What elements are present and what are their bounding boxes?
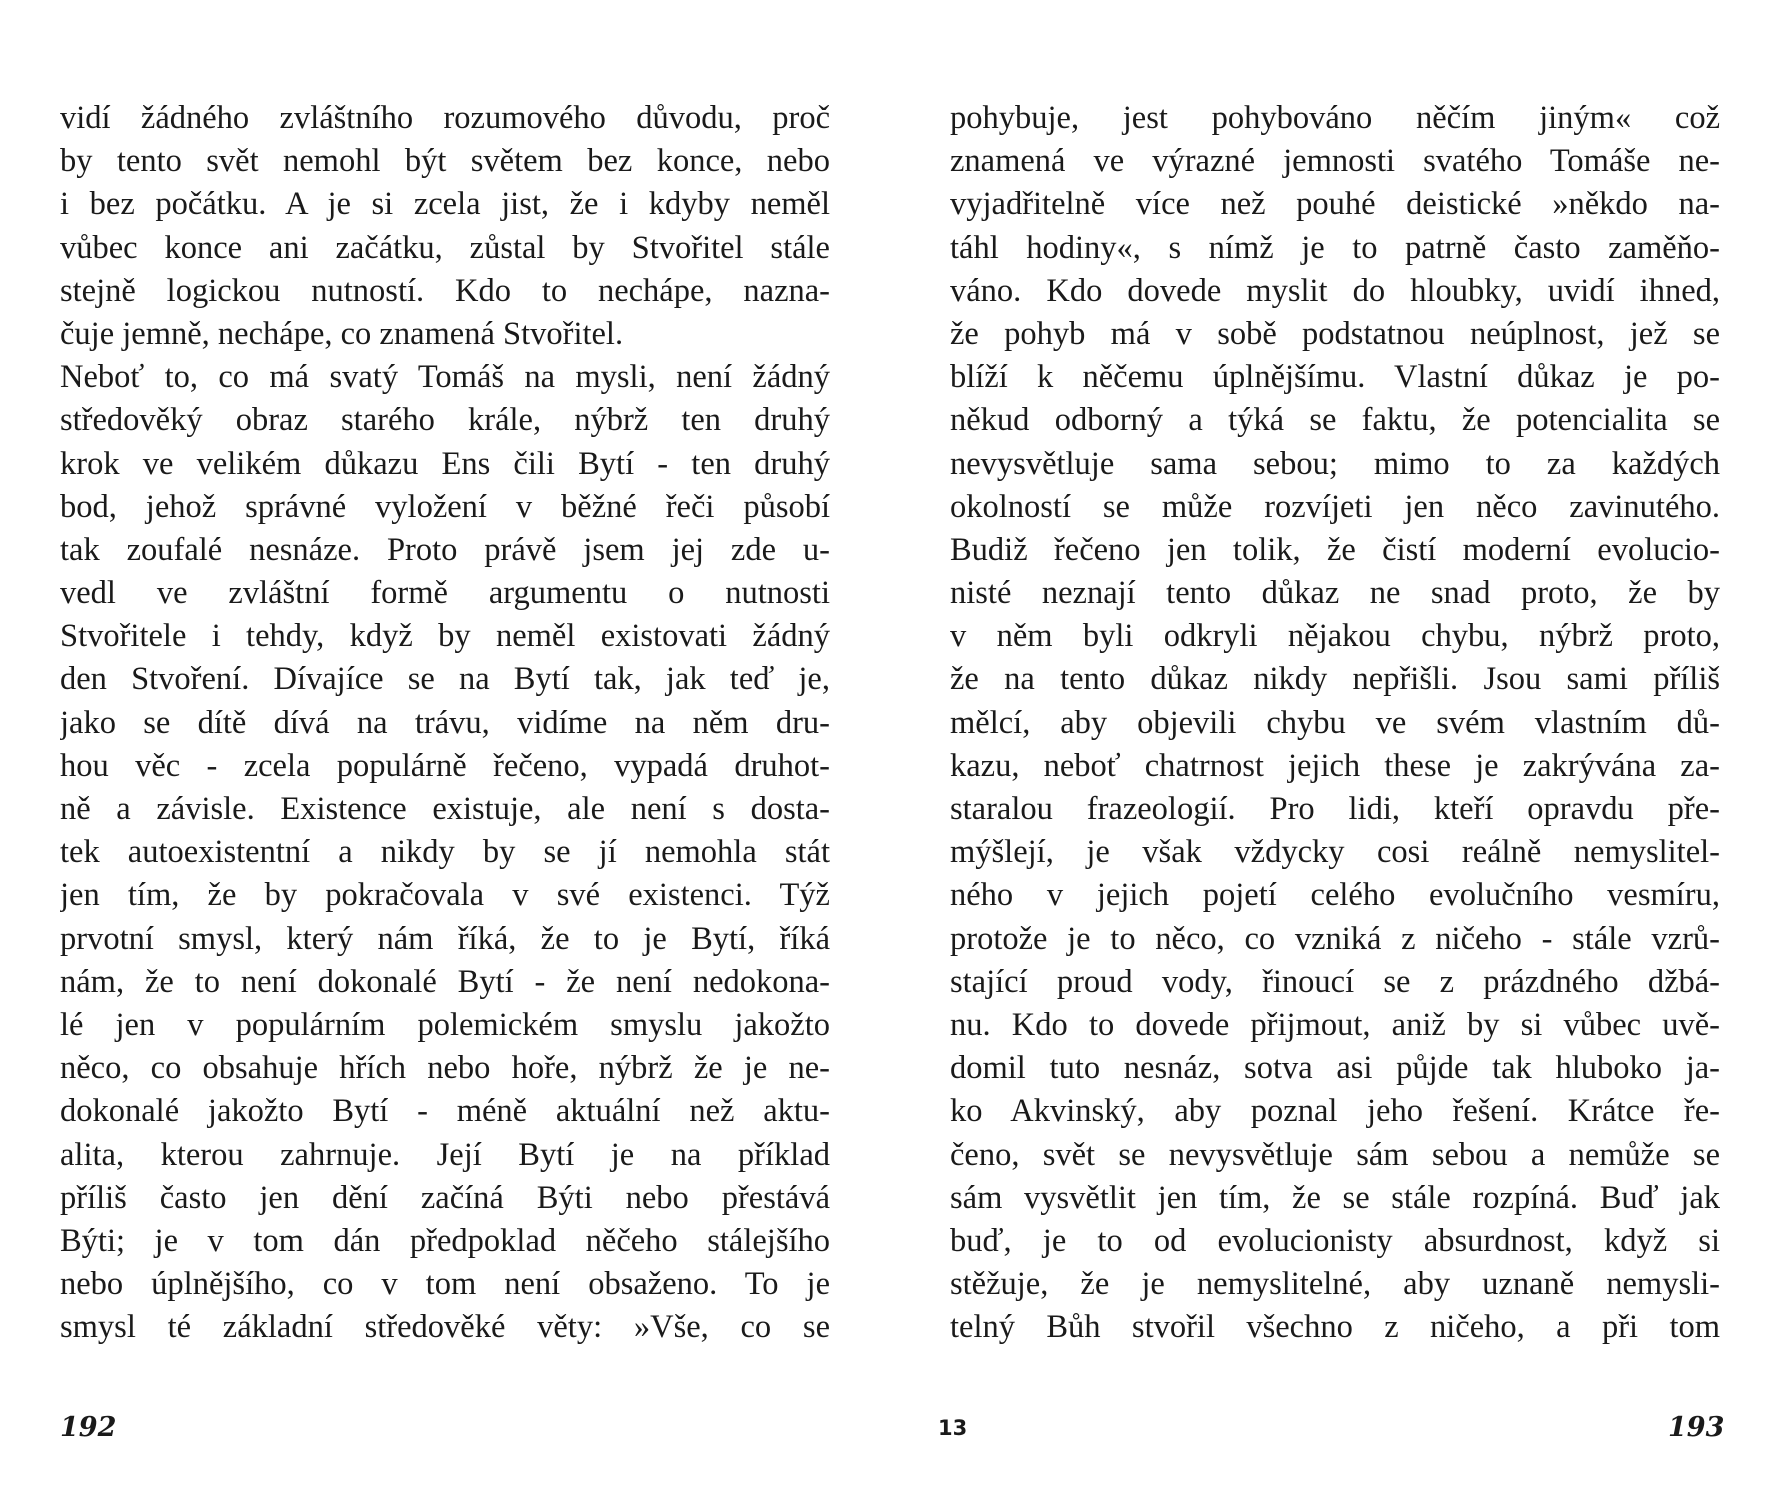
text-line: dokonalé jakožto Bytí - méně aktuální než aktu- (60, 1093, 830, 1130)
text-line: v něm byli odkryli nějakou chybu, nýbrž proto, (950, 618, 1720, 655)
text-line: Budiž řečeno jen tolik, že čistí moderní evolucio- (950, 531, 1720, 568)
page-number-left: 192 (60, 1412, 117, 1443)
text-line: lé jen v populárním polemickém smyslu jakožto (60, 1006, 830, 1043)
text-line: prvotní smysl, který nám říká, že to je Bytí, říká (60, 920, 830, 957)
text-line: nevysvětluje sama sebou; mimo to za každých (950, 445, 1720, 482)
text-line: kazu, neboť chatrnost jejich these je zakrývána za- (950, 747, 1720, 784)
text-line: tak zoufalé nesnáze. Proto právě jsem jej zde u- (60, 531, 830, 568)
text-line: stěžuje, že je nemyslitelné, aby uznaně nemysli- (950, 1266, 1720, 1303)
text-line: hou věc - zcela populárně řečeno, vypadá druhot- (60, 747, 830, 784)
text-line: váno. Kdo dovede myslit do hloubky, uvidí ihned, (950, 272, 1720, 309)
text-line: vidí žádného zvláštního rozumového důvodu, proč (60, 100, 830, 136)
text-line: buď, je to od evolucionisty absurdnost, když si (950, 1222, 1720, 1259)
text-line: mýšlejí, je však vždycky cosi reálně nemyslitel- (950, 834, 1720, 871)
text-line: táhl hodiny«, s nímž je to patrně často zaměňo- (950, 229, 1720, 266)
text-line: telný Bůh stvořil všechno z ničeho, a při tom (950, 1309, 1720, 1346)
text-line: že pohyb má v sobě podstatnou neúplnost, jež se (950, 315, 1720, 352)
text-line: i bez počátku. A je si zcela jist, že i kdyby neměl (60, 186, 830, 223)
text-line: znamená ve výrazné jemnosti svatého Tomáše ne- (950, 143, 1720, 180)
text-line: sám vysvětlit jen tím, že se stále rozpíná. Buď jak (950, 1179, 1720, 1216)
text-line: někud odborný a týká se faktu, že potencialita se (950, 402, 1720, 439)
text-line: že na tento důkaz nikdy nepřišli. Jsou sami příliš (950, 661, 1720, 698)
text-line: protože je to něco, co vzniká z ničeho - stále vzrů- (950, 920, 1720, 957)
text-line: Býti; je v tom dán předpoklad něčeho stálejšího (60, 1222, 830, 1259)
text-line: mělcí, aby objevili chybu ve svém vlastním dů- (950, 704, 1720, 741)
text-line: den Stvoření. Dívajíce se na Bytí tak, jak teď je, (60, 661, 830, 698)
text-line: domil tuto nesnáz, sotva asi půjde tak hluboko ja- (950, 1050, 1720, 1087)
text-line: alita, kterou zahrnuje. Její Bytí je na příklad (60, 1136, 830, 1173)
text-line: ně a závisle. Existence existuje, ale není s dosta- (60, 791, 830, 827)
text-line: nám, že to není dokonalé Bytí - že není nedokona- (60, 963, 830, 1000)
text-line: krok ve velikém důkazu Ens čili Bytí - ten druhý (60, 445, 830, 482)
text-line: čuje jemně, nechápe, co znamená Stvořitel. (60, 315, 624, 352)
text-line: příliš často jen dění začíná Býti nebo přestává (60, 1179, 830, 1216)
text-line: něco, co obsahuje hřích nebo hoře, nýbrž že je ne- (60, 1050, 830, 1087)
text-line: by tento svět nemohl být světem bez konce, nebo (60, 143, 830, 180)
text-line: staralou frazeologií. Pro lidi, kteří opravdu pře- (950, 791, 1720, 827)
text-line: vyjadřitelně více než pouhé deistické »někdo na- (950, 186, 1720, 223)
left-page-text (60, 97, 830, 1349)
text-line: vůbec konce ani začátku, zůstal by Stvořitel stále (60, 229, 830, 266)
page-number-right: 193 (1668, 1412, 1725, 1443)
text-line: stejně logickou nutností. Kdo to nechápe, nazna- (60, 272, 830, 309)
text-line: smysl té základní středověké věty: »Vše, co se (60, 1309, 830, 1346)
text-line: okolností se může rozvíjeti jen něco zavinutého. (950, 488, 1720, 525)
text-line: vedl ve zvláštní formě argumentu o nutnosti (60, 575, 830, 612)
right-page-text (950, 97, 1720, 1349)
text-line: čeno, svět se nevysvětluje sám sebou a nemůže se (950, 1136, 1720, 1173)
text-line: Stvořitele i tehdy, když by neměl existovati žádný (60, 618, 830, 655)
text-line: ného v jejich pojetí celého evolučního vesmíru, (950, 877, 1720, 914)
text-line: středověký obraz starého krále, nýbrž ten druhý (60, 402, 830, 439)
text-line: ko Akvinský, aby poznal jeho řešení. Krátce ře- (950, 1093, 1720, 1130)
text-line: stající proud vody, řinoucí se z prázdného džbá- (950, 963, 1720, 1000)
text-line: tek autoexistentní a nikdy by se jí nemohla stát (60, 834, 830, 871)
text-line: Neboť to, co má svatý Tomáš na mysli, není žádný (60, 359, 830, 396)
text-line: pohybuje, jest pohybováno něčím jiným« což (950, 100, 1720, 136)
printer-signature-mark: 13 (938, 1416, 968, 1440)
text-line: nu. Kdo to dovede přijmout, aniž by si vůbec uvě- (950, 1006, 1720, 1043)
text-line: nisté neznají tento důkaz ne snad proto, že by (950, 575, 1720, 612)
text-line: nebo úplnějšího, co v tom není obsaženo. To je (60, 1266, 830, 1303)
text-line: bod, jehož správné vyložení v běžné řeči působí (60, 488, 830, 525)
text-line: blíží k něčemu úplnějšímu. Vlastní důkaz je po- (950, 359, 1720, 396)
text-line: jen tím, že by pokračovala v své existenci. Týž (60, 877, 830, 914)
text-line: jako se dítě dívá na trávu, vidíme na něm dru- (60, 704, 830, 741)
